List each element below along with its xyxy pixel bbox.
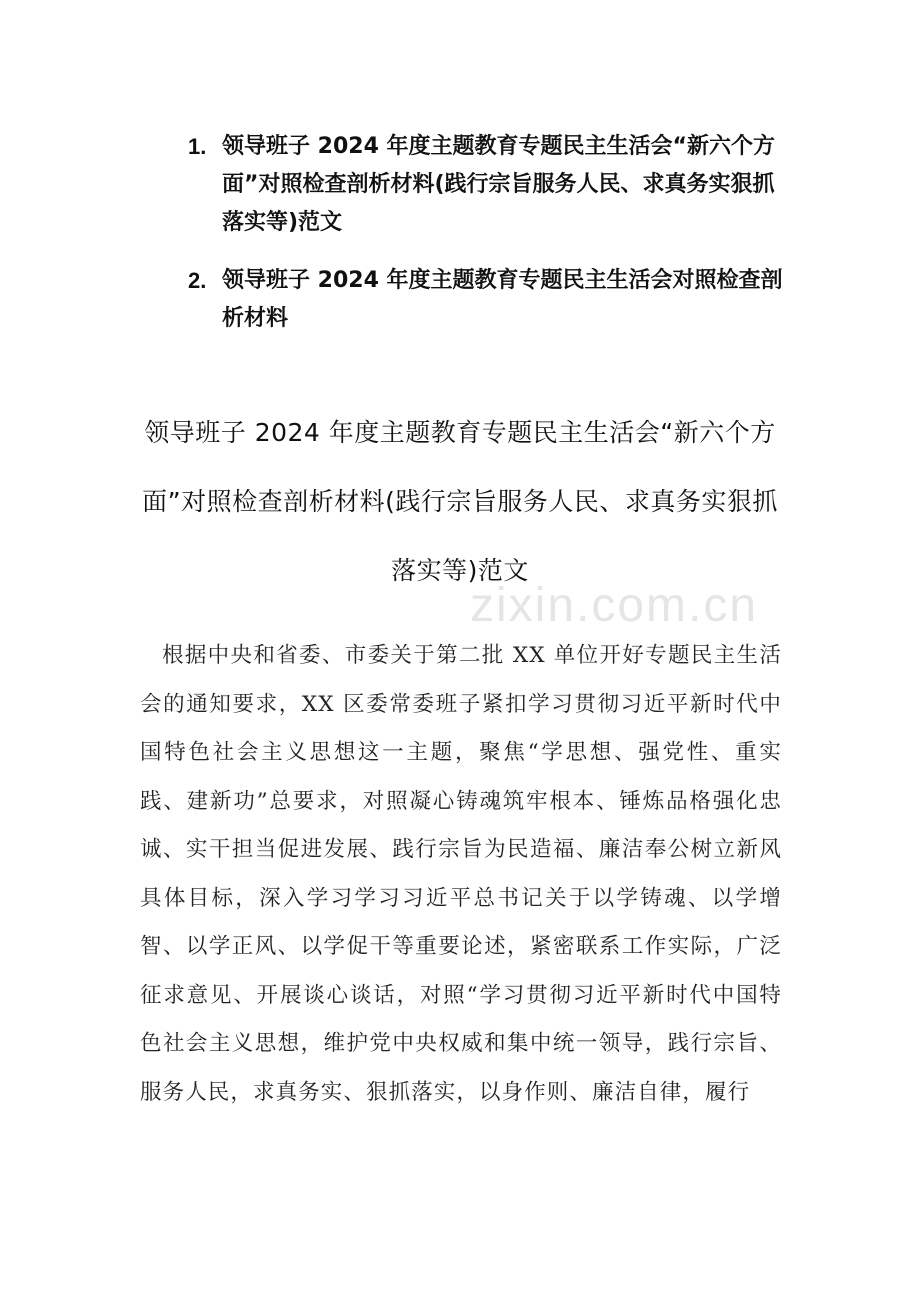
watermark: zixin.com.cn [470,579,759,632]
toc-item-number: 2. [188,268,207,293]
document-title: 领导班子 2024 年度主题教育专题民主生活会“新六个方面”对照检查剖析材料(践行宗旨服务人民、求真务实狠抓落实等)范文 [142,418,778,585]
toc-item-text: 领导班子 2024 年度主题教育专题民主生活会“新六个方面”对照检查剖析材料(践行宗旨服务人民、求真务实狠抓落实等)范文 [222,134,776,235]
toc-item-2[interactable] [188,262,788,338]
body-paragraph: 根据中央和省委、市委关于第二批 XX 单位开好专题民主生活会的通知要求，XX 区委常委班子紧扣学习贯彻习近平新时代中国特色社会主义思想这一主题，聚焦“学思想、强党性、重实践、建新功”总要求，对照凝心铸魂筑牢根本、锤炼品格强化忠诚、实干担当促进发展、践行宗旨为民造福、廉洁奉公树立新风具体目标，深入学习学习习近平总书记关于以学铸魂、以学增智、以学正风、以学促干等重要论述，紧密联系工作实际，广泛征求意见、开展谈心谈话，对照“学习贯彻习近平新时代中国特色社会主义思想，维护党中央权威和集中统一领导，践行宗旨、服务人民，求真务实、狠抓落实，以身作则、廉洁自律，履行 [140,643,782,1105]
table-of-contents [188,128,788,358]
toc-item-1[interactable] [188,128,788,242]
toc-item-number: 1. [188,134,207,159]
toc-item-text: 领导班子 2024 年度主题教育专题民主生活会对照检查剖析材料 [222,268,783,331]
